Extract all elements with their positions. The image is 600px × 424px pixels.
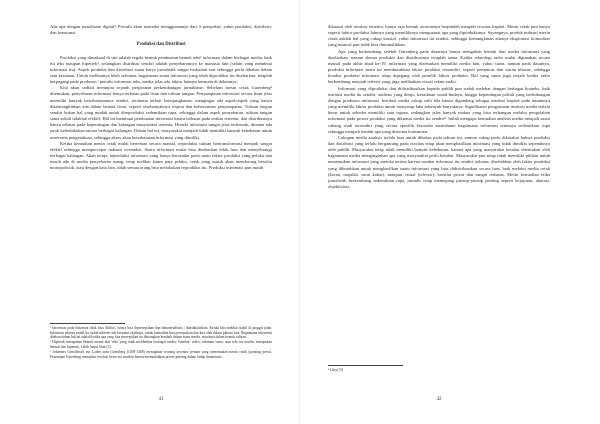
footnote-rule (328, 365, 403, 366)
right-continuation-paragraph: dikuasai oleh otoritas tertentu, hanya saja bentuk otoritasnya berpindah menjadi otoritas kapital. Mesin cetak pun hanya seperti faktor produksi lainnya yang memilikinya mengusasai apa yang diproduksinya. Sayangnya, produk industri mesin cetak adalah hal yang cukup krusial, yakni informasi itu sendiri, sehingga kemungkinan adanya eksploitasi komoditas yang muncul pun tidak bisa dimunafikkan. (328, 24, 550, 48)
right-footnotes (328, 365, 550, 373)
section-heading: Produksi dan Distribusi (136, 42, 186, 48)
right-body (328, 24, 550, 190)
footnote-4: ⁴ Lihat [3] (328, 368, 343, 372)
left-paragraph-1: Produksi yang dimaksud di sini adalah segala bentuk pembuatan bentuk teks¹ informasi dalam berbagai media, baik itu teks maupun hipertek², sedangkan distribusi sendiri adalah penyebarannya ke manusia lain (selain yang membuat informasi itu). Aspek produksi dan distribusi suatu karya jurnalistik sangat berkaitan erat sehingga perlu dibahas dalam satu kesatuan. Untuk melihatnya lebih seksama, bagaimana suatu informasi yang telah diproduksi itu disebarkan, tetaplah berpegang pada produsen / penulis informasi teks, media jelas ada faktor lainnya bermain di dalamnya. (50, 54, 272, 85)
footnote-2: ² Hipertek merupakan bentuk umum dari 'teks' yang tidak melibatkan berbagai media: Gambar, video, rekaman suara, atau teks ini sendiri, merupakan bentuk dari hipertek. Lebih lanjut lihat [2]. (50, 340, 272, 349)
footnote-rule (50, 323, 125, 324)
left-page-number: 41 (158, 397, 164, 402)
left-paragraph-2: Kita akan sedikit meninjau sejarah perjalanan perkembangan jurnalisme. Sebelum mesin cetak Gutenberg³ ditemukan, penyebaran informasi hanya terbatas pada lisan dan tulisan tangan. Penyampaian informasi secara lisan jelas memiliki banyak keterbatasannya sendiri, terutama terkait keterjangkauan, mengingat ada aspek-aspek yang hanya dikemungkinkan ada dalam bentuk lisan, seperti sesebanyaknya respon dan kebersatuan penyampaian. Tulisan tangan sendiri bukan hal yang mudah untuk direproduksi sedemikian rupa, sehingga dalam aspek penyebaran, tulisan tangan sama sekali tidaklah efektif. Hal ini membuat pembuatan informasi hanya terbatas pada entitas tertentu, dan distribusinya hanya sebatas pada kepentingan dan kalangan masyarakat tertentu. Hirarki informasi sangat jelas terbentuk, dimana ada jarak keberlakukan antara berbagai kalangan. Dalam hal ini, masyarakat menjadi tidak memiliki banyak kebebasan untuk mencerna pengetahuan, sehingga akses akan keterbatasan informasi yang dimiliki. (50, 85, 272, 140)
right-page-number: 42 (436, 397, 442, 402)
right-paragraph-3: Cakupan media analisis terlalu luas untuk dibahas pada tulisan ini, namun cukup perlu diketahui bahwa produksi dan distribusi yang terlalu bergantung pada otoritas tetap akan menghasilkan informasi yang tidak dimiliki sepenuhnya oleh publik. Masyarakat tetap tidak memiliki banyak kebebasan, karena apa yang masyarakat ketahui ditentukan oleh bagaimana media menginginkan apa yang masyarakat perlu ketahui. Masyarakat pun tetap tidak memiliki pilihan untuk menentukan informasi yang mereka terima karena sumber informasi itu sendiri terbatas, disebabkan oleh faktor produksi yang dibutuhkan untuk menghasilkan suatu informasi yang bisa didistribusikan secara luas, baik melalui media cetak (koran, majalah, surat kabar), maupun visual (televisi), bersifat privat dan sangat terbatas. Meski kemudian etika jurnalistik berkembang sedemikian rupa, jurnalis tetap memegang prinsip-prinsip penting seperti kejujuran, akurasi, objektivitas, (328, 134, 550, 190)
left-intro-paragraph: Ada apa dengan jurnalisme digital? Persulit akan menarba menggunaanya dari 3 perspektif, yakni produksi, distribusi, dan konsumsi. (50, 24, 272, 36)
right-paragraph-1: Apa yang berkembang setelah Gutenberg pada dasarnya hanya mengubah bentuk dari media informasi yang disebarkan, namun skema produksi dan distribusinya tetaplah sama. Ketika teknologi radio mulai digunakan secara massal pada akhir abad ke-19, informasi yang disebarkan memiliki media lain, yakni suara, namun pada dasarnya, produksi informasi suara ini membutuhkan faktor produksi tersendiri, seperti pemancar dan siaran khusus, sehingga kondisi produksi informasi tetap dipegang oleh pemilik faktor produksi. Hal yang sama juga terjadi ketika radio berkembang menjadi televisi yang juga melibatkan visual selain audio. (328, 48, 550, 85)
right-page (300, 0, 600, 424)
footnote-3: ³ Johannes Gensfleisch zur Laden zum Gutenberg (1400-1468) merupakan seorang inventor jerman yang menemukan mesin cetak (printing press). Penemuan Gutenberg menandai revolusi besar era modern karena memudahkan proses penting dalam hidup dinamisasi. (50, 350, 272, 359)
left-body (50, 24, 272, 171)
footnote-1: ¹ Informasi pada dasarnya tidak bisa 'dilihat', hanya bisa dipersepsikan dan dimaterialisasi / diartikulasikan. Ketika kita melihat mobil di pinggir jalan. Informasi adanya mobil itu sudah inheren ada bersama objeknya, untuk kemudian kita persepsikan dan kita olah dalam pikiran kita. Bagaimana informasi ditekan dalam hal ini adalah ketika apa yang kita persepsikan itu dituangkan kembali dalam suatu media, misalnya dalam bentuk tulisan. (50, 326, 272, 339)
left-footnotes (50, 323, 272, 360)
left-paragraph-3: Ketika kemudian mesin cetak mulai berteman secara massal, reproduksi tulisan bertransformasi menjadi sangat efektif sehingga mempercepat industri tersendiri. Suatu informasi mulai bisa disebarkan lebih luas dan menyebrangi berbagai kalangan. Akan tetapi, reproduksi informasi yang hanya bersandar pada suatu faktor produksi yang pelaku dan masih ada di media penyebaran ruang, tetap melihat kaum para pelaku, cetak yang masih akan mendorong bersifat monopolistik, atau dengan kata lain, tidak semua orang bisa melakukan reproduksi itu. Produksi informasi pun masih (50, 140, 272, 171)
right-paragraph-2: Informasi yang diproduksi dan didistribusikan kepada publik pun sudah melebar dengan berbagai konteks, baik institusi media itu sendiri, audiens yang dituju, kesadaran sosial-budaya, hingga kepentingan politik yang berhubungan dengan produsen informasi. Institusi media cukup sulit bila hanya digandeng sebagai institusi kapital pada umumnya yang memiliki faktor produksi untuk menyerap laba sebanyak-banyaknya. Signifikansi penguasaan institusi media terlalu besar untuk sekedar memiliki satu tujuan, sedangkan jelas banyak makna yang bisa terbangun melalui pengolahan informasi pada proses produksi yang dikuasai media itu sendiri⁴. Inilah mengapa kemudian analisis media menjadi suatu cabang studi tersendiri yang secara spesifik berusaha memahami bagaimana informasi tentunya sedemikian rupa sehingga menjadi bentuk apa yang diterima konsumen. (328, 85, 550, 134)
